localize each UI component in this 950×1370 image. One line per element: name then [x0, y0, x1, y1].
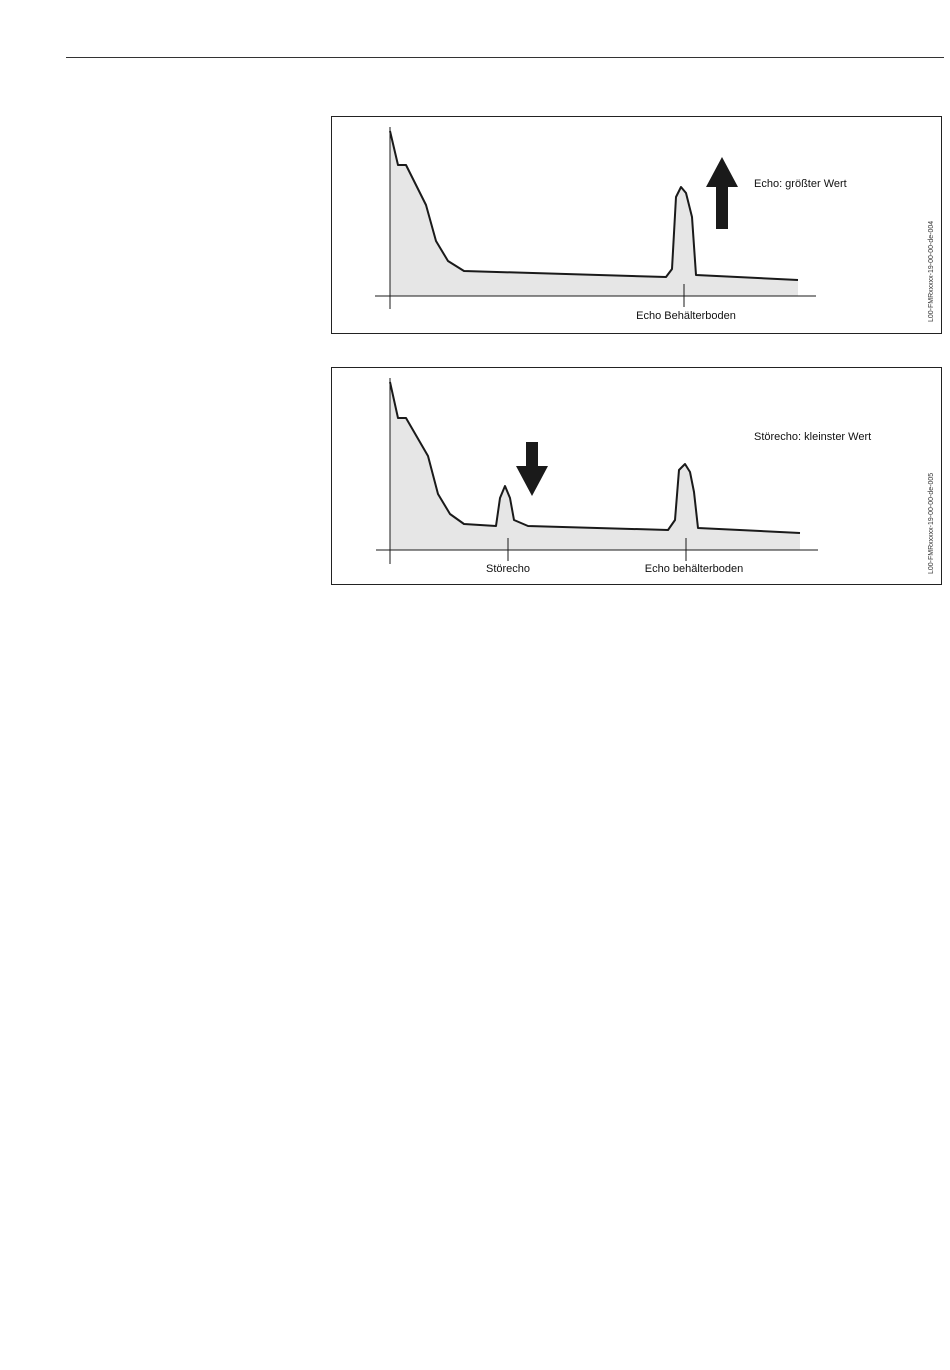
echo-diagram-largest-value [331, 116, 942, 334]
arrow-down-icon [516, 442, 548, 496]
figure-code: L00-FMRxxxxx-19-00-00-de-004 [928, 220, 935, 322]
echo-curve-graphic [332, 117, 943, 335]
figure-code: L00-FMRxxxxx-19-00-00-de-005 [928, 472, 935, 574]
label-tank-bottom-echo: Echo behälterboden [644, 563, 744, 575]
label-interference-echo: Störecho [485, 563, 531, 575]
header-rule [66, 57, 944, 58]
annotation-largest-value: Echo: größter Wert [754, 178, 847, 190]
echo-curve-line [390, 131, 798, 280]
echo-curve-area [390, 382, 800, 550]
echo-curve-area [390, 131, 798, 296]
annotation-smallest-value: Störecho: kleinster Wert [754, 431, 872, 443]
echo-diagram-smallest-value [331, 367, 942, 585]
echo-curve-line [390, 382, 800, 533]
label-tank-bottom-echo: Echo Behälterboden [636, 310, 736, 322]
arrow-up-icon [706, 157, 738, 229]
echo-curve-graphic [332, 368, 943, 586]
